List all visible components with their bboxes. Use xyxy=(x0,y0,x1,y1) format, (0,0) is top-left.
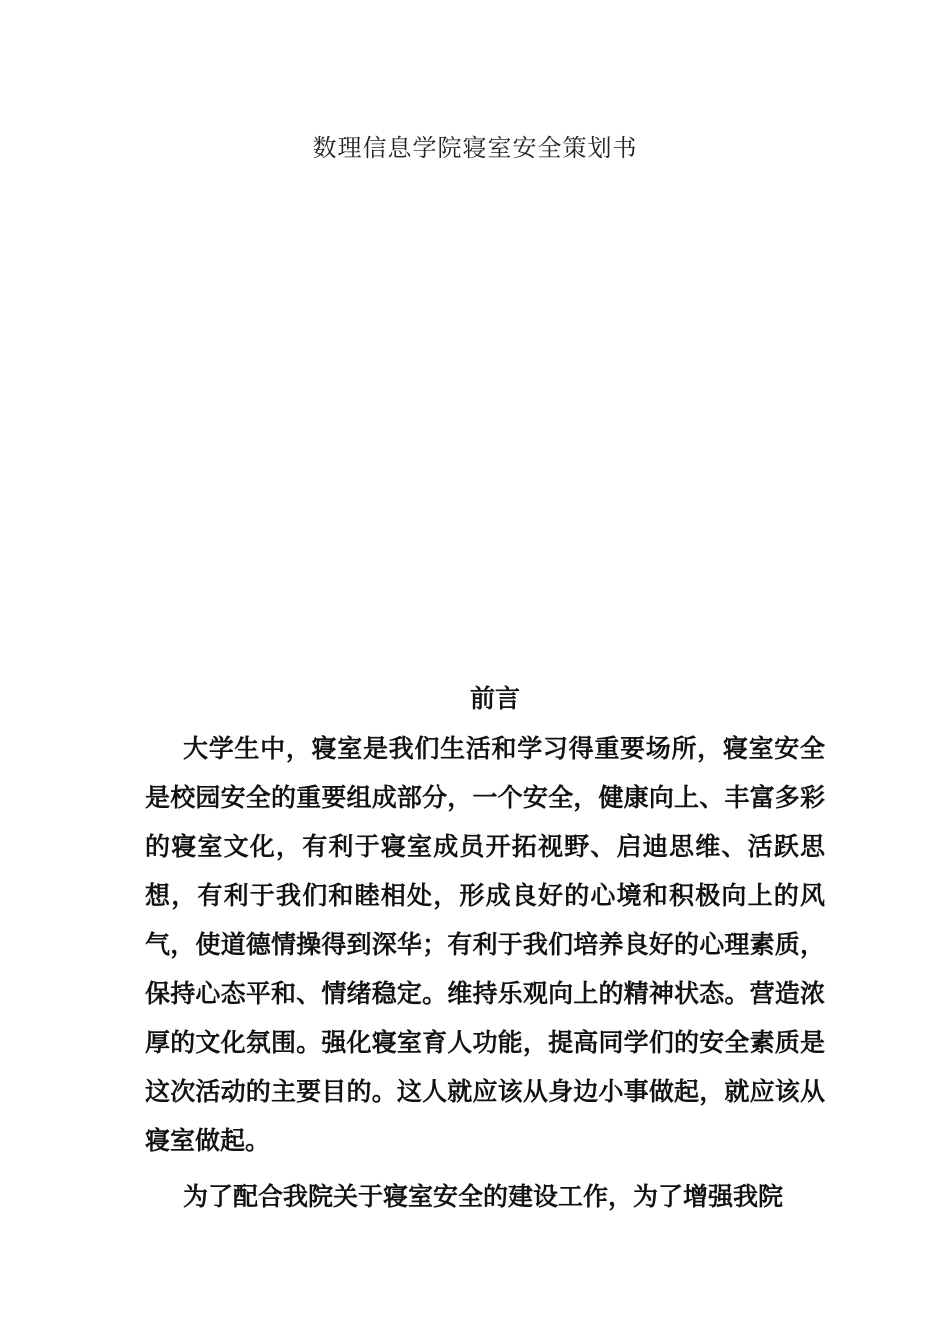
paragraph-1: 大学生中，寝室是我们生活和学习得重要场所，寝室安全是校园安全的重要组成部分，一个安全，健康向上、丰富多彩的寝室文化，有利于寝室成员开拓视野、启迪思维、活跃思想，有利于我们和睦相处，形成良好的心境和积极向上的风气，使道德情操得到深华；有利于我们培养良好的心理素质，保持心态平和、情绪稳定。维持乐观向上的精神状态。营造浓厚的文化氛围。强化寝室育人功能，提高同学们的安全素质是这次活动的主要目的。这人就应该从身边小事做起，就应该从寝室做起。 xyxy=(145,734,825,1155)
document-title: 数理信息学院寝室安全策划书 xyxy=(312,134,638,162)
section-heading-preface: 前言 xyxy=(469,684,520,713)
paragraph-2: 为了配合我院关于寝室安全的建设工作，为了增强我院 xyxy=(183,1182,784,1211)
